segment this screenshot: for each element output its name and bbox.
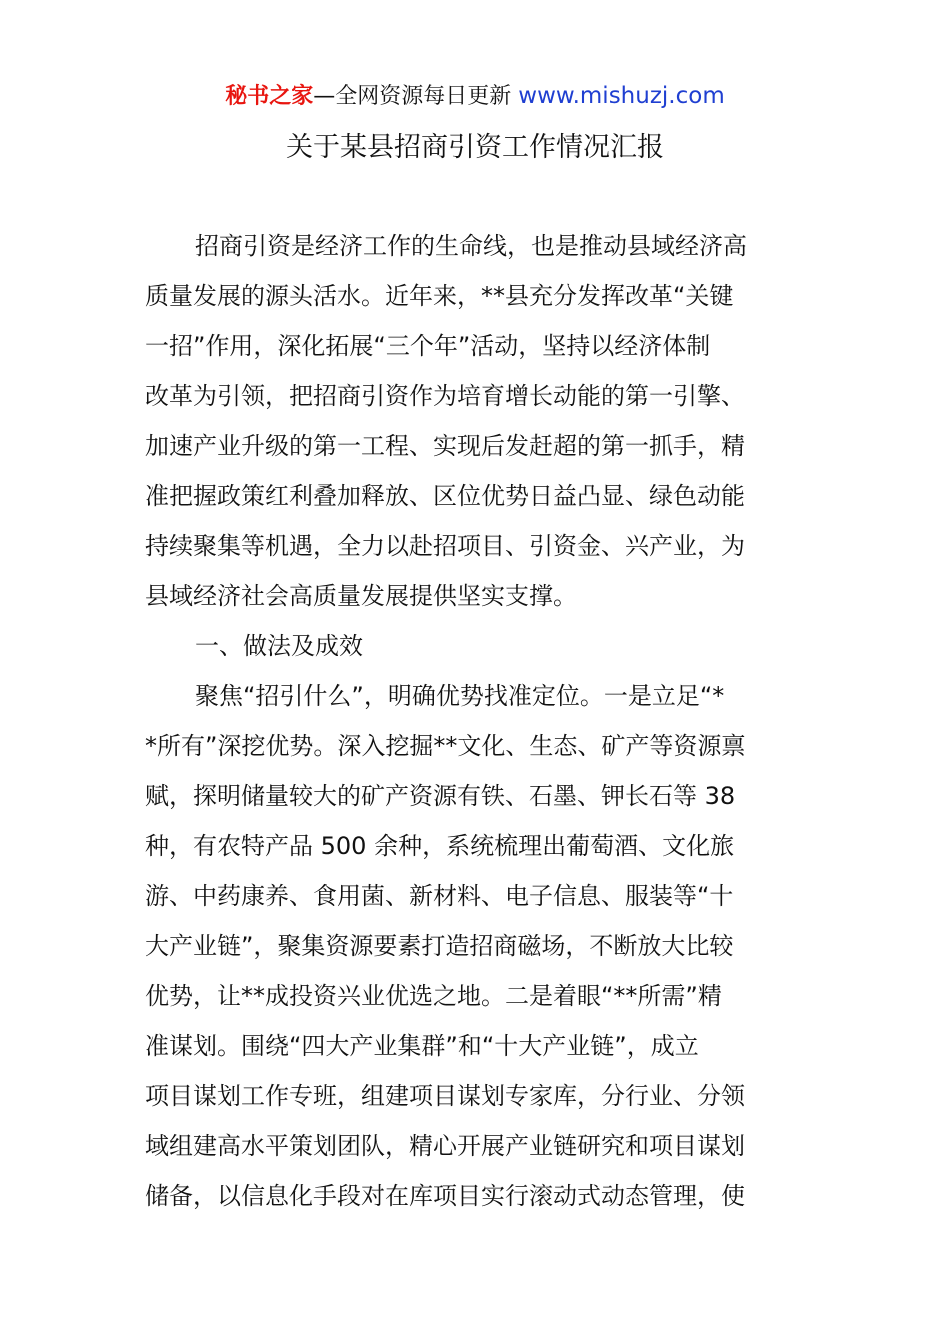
document-title: 关于某县招商引资工作情况汇报 — [286, 132, 664, 163]
paragraph-line: 储备，以信息化手段对在库项目实行滚动式动态管理，使 — [145, 1182, 745, 1210]
paragraph-line: 持续聚集等机遇，全力以赴招项目、引资金、兴产业，为 — [145, 532, 745, 560]
paragraph-line: 种，有农特产品 500 余种，系统梳理出葡萄酒、文化旅 — [145, 832, 735, 860]
paragraph-line: 准谋划。围绕“四大产业集群”和“十大产业链”，成立 — [145, 1032, 699, 1060]
paragraph-line: 准把握政策红利叠加释放、区位优势日益凸显、绿色动能 — [145, 482, 745, 510]
site-header — [0, 80, 950, 113]
paragraph-line: 县域经济社会高质量发展提供坚实支撑。 — [145, 582, 577, 610]
paragraph-line: 改革为引领，把招商引资作为培育增长动能的第一引擎、 — [145, 382, 745, 410]
paragraph-line: 赋，探明储量较大的矿产资源有铁、石墨、钾长石等 38 — [145, 782, 736, 810]
paragraph-line: 游、中药康养、食用菌、新材料、电子信息、服装等“十 — [145, 882, 734, 910]
paragraph-line: 质量发展的源头活水。近年来，**县充分发挥改革“关键 — [145, 282, 734, 310]
paragraph-line: 加速产业升级的第一工程、实现后发赶超的第一抓手，精 — [145, 432, 745, 460]
paragraph-line: *所有”深挖优势。深入挖掘**文化、生态、矿产等资源禀 — [145, 732, 746, 760]
paragraph-line: 项目谋划工作专班，组建项目谋划专家库，分行业、分领 — [145, 1082, 745, 1110]
paragraph-line: 一招”作用，深化拓展“三个年”活动，坚持以经济体制 — [145, 332, 711, 360]
brand-name[interactable]: 秘书之家 — [225, 84, 314, 109]
section-heading: 一、做法及成效 — [195, 632, 363, 660]
document-body — [145, 221, 810, 1221]
paragraph-line: 优势，让**成投资兴业优选之地。二是着眼“**所需”精 — [145, 982, 722, 1010]
header-tagline: —全网资源每日更新 — [313, 84, 519, 109]
paragraph-line: 大产业链”，聚集资源要素打造招商磁场，不断放大比较 — [145, 932, 734, 960]
site-url-link[interactable]: www.mishuzj.com — [518, 83, 725, 109]
paragraph-line: 域组建高水平策划团队，精心开展产业链研究和项目谋划 — [145, 1132, 745, 1160]
paragraph-line: 聚焦“招引什么”，明确优势找准定位。一是立足“* — [195, 682, 725, 710]
paragraph-line: 招商引资是经济工作的生命线，也是推动县域经济高 — [195, 232, 747, 260]
